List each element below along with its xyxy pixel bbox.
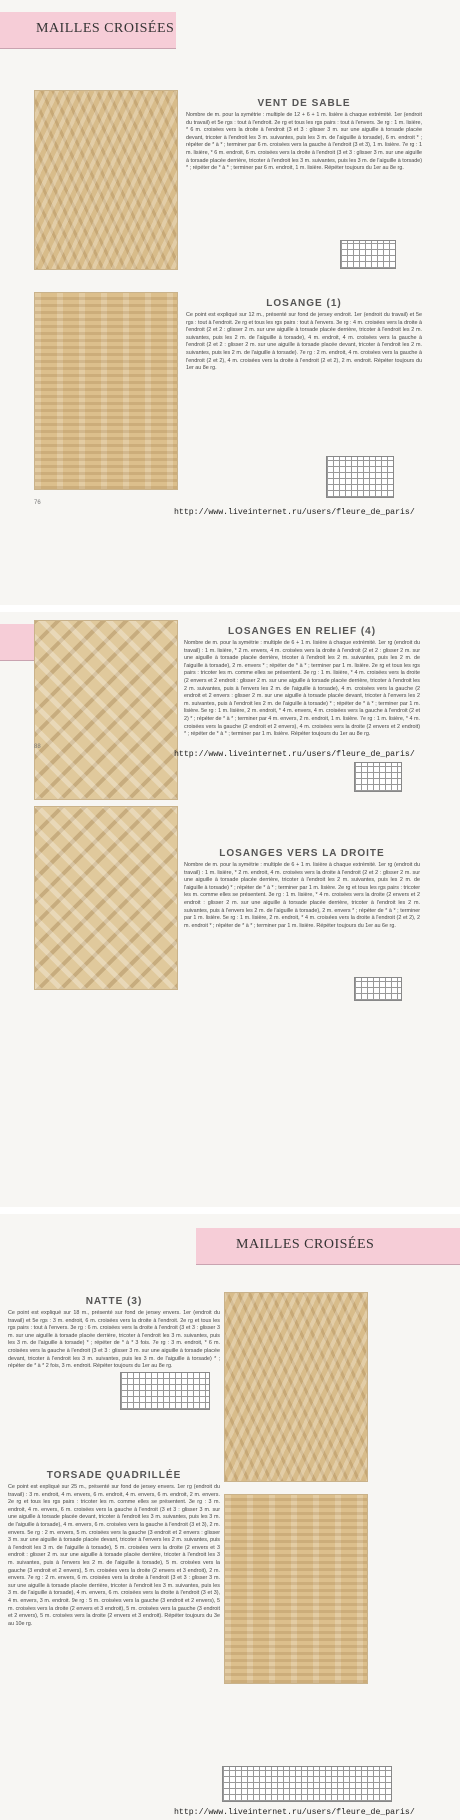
page-number: 88 [34,744,41,750]
pattern-instructions: Nombre de m. pour la symétrie : multiple de 6 + 1 m. lisière à chaque extrémité. 1er rg (endroit du travail) : 1 m. lisière, * 2 m. envers, 4 m. croisées vers la droite à l'endroit (2 et 2 : glisser 2 m. sur une aiguille à torsade placée derrière, tricoter à l'endroit les 2 m. suivantes, puis les 2 m. de l'aiguille à torsade), 2 m. envers * ; répéter de * à * ; terminer par 1 m. lisière. 2e rg et tous les rgs pairs : tricoter les m. comme elles se présentent. 3e rg : 1 m. lisière, * 4 m. croisées vers la droite (2 envers et 2 endroit : glisser 2 m. sur une aiguille à torsade placée derrière, tricoter à l'endroit les 2 m. suivantes, puis à l'envers les 2 m. de l'aiguille à torsade), 4 m. croisées vers la gauche (2 endroit et 2 envers : glisser 2 m. sur une aiguille à torsade placée devant, tricoter à l'envers les 2 m. suivantes, puis à l'endroit les 2 m. de l'aiguille à torsade) * ; répéter de * à * ; terminer par 1 m. lisière. 5e rg : 1 m. lisière, 2 m. endroit, * 4 m. envers, 4 m. croisées vers la gauche à l'endroit (2 et 2) * ; répéter de * à * ; terminer par 4 m. envers, 2 m. endroit, 1 m. lisière. 7e rg : 1 m. lisière, * 4 m. croisées vers la gauche (2 endroit et 2 envers), 4 m. croisées vers la droite (2 envers et 2 endroit) * ; répéter de * à * ; terminer par 1 m. lisière. Répéter toujours du 1er au 8e rg. [184,640,420,738]
pattern-title: LOSANGES VERS LA DROITE [219,848,385,859]
stitch-chart [340,240,396,269]
pattern-instructions: Nombre de m. pour la symétrie : multiple de 12 + 6 + 1 m. lisière à chaque extrémité. 1er (endroit du travail) et 5e rgs : tout à l'endroit. 2e rg et tous les rgs pairs : tout à l'envers. 3e rg : 1 m. lisière, * 6 m. croisées vers la droite à l'endroit (3 et 3 : glisser 3 m. sur une aiguille à torsade placée devant, tricoter à l'endroit les 3 m. suivantes, puis les 3 m. de l'aiguille à torsade), 6 m. endroit * ; répéter de * à * ; terminer par 6 m. croisées vers la gauche à l'endroit (3 et 3), 1 m. lisière. 7e rg : 1 m. lisière, * 6 m. endroit, 6 m. croisées vers la droite à l'endroit (3 et 3 : glisser 3 m. sur une aiguille à torsade placée derrière, tricoter à l'endroit les 3 m. suivantes, puis les 3 m. de l'aiguille à torsade) * ; répéter de * à * ; terminer par 6 m. endroit, 1 m. lisière. Répéter toujours du 1er au 8e rg. [186,112,422,172]
swatch-photo-torsade-quadrillee [224,1494,368,1684]
page-separator [0,1207,460,1214]
stitch-chart [354,977,402,1001]
page-3 [0,1214,460,1820]
watermark-url: http://www.liveinternet.ru/users/fleure_de_paris/ [174,750,415,759]
pattern-instructions: Ce point est expliqué sur 25 m., présenté sur fond de jersey envers. 1er rg (endroit du travail) : 3 m. endroit, 4 m. envers, 6 m. endroit, 4 m. envers, 6 m. endroit, 2 m. envers. 2e rg et tous les rgs pairs : tricoter les m. comme elles se présentent. 3e rg : 3 m. endroit, 4 m. envers, 6 m. croisées vers la gauche à l'endroit (3 et 3 : glisser 3 m. sur une aiguille à torsade placée devant, tricoter à l'endroit les 3 m. suivantes, puis les 3 m. de l'aiguille à torsade), 4 m. envers, 6 m. croisées vers la gauche à l'endroit (3 et 3), 2 m. envers. 5e rg : 2 m. envers, 5 m. croisées vers la gauche (3 endroit et 2 envers : glisser 3 m. sur une aiguille à torsade placée devant, tricoter à l'envers les 2 m. suivantes, puis à l'endroit les 3 m. de l'aiguille à torsade), 5 m. croisées vers la droite (2 envers et 3 endroit : glisser 2 m. sur une aiguille à torsade placée derrière, tricoter à l'endroit les 3 m. suivantes, puis à l'envers les 2 m. de l'aiguille à torsade), 5 m. croisées vers la gauche (3 endroit et 2 envers), 5 m. croisées vers la droite (2 envers et 3 endroit), 2 m. envers. 7e rg : 2 m. envers, 6 m. croisées vers la droite à l'endroit (3 et 3 : glisser 3 m. sur une aiguille à torsade placée derrière, tricoter à l'endroit les 3 m. suivantes, puis les 3 m. de l'aiguille à torsade), 4 m. envers, 6 m. croisées vers la droite à l'endroit (3 et 3), 4 m. envers, 3 m. endroit. 9e rg : 5 m. croisées vers la gauche (3 endroit et 2 envers), 5 m. croisées vers la droite (2 envers et 3 endroit), 5 m. croisées vers la gauche (3 endroit et 2 envers), 5 m. croisées vers la droite (2 envers et 3 endroit). Répéter toujours du 3e au 10e rg. [8,1484,220,1627]
section-header-label: MAILLES CROISÉES [236,1237,375,1252]
pattern-title: NATTE (3) [85,1296,143,1307]
pattern-title: TORSADE QUADRILLÉE [46,1470,182,1481]
pattern-title: LOSANGES EN RELIEF (4) [227,626,377,637]
section-header [196,1228,460,1265]
swatch-photo-losanges-vers-la-droite [34,806,178,990]
watermark-url: http://www.liveinternet.ru/users/fleure_de_paris/ [174,508,415,517]
watermark-url: http://www.liveinternet.ru/users/fleure_de_paris/ [174,1808,415,1817]
swatch-photo-losanges-en-relief [34,620,178,800]
page-1 [0,0,460,605]
pattern-title: LOSANGE (1) [266,298,342,309]
section-header-label: MAILLES CROISÉES [36,21,175,36]
page-separator [0,605,460,612]
pattern-instructions: Ce point est expliqué sur 18 m., présenté sur fond de jersey envers. 1er (endroit du travail) et 5e rgs : 3 m. endroit, 6 m. croisées vers la droite à l'endroit. 2e rg et tous les rgs pairs : tout à l'envers. 3e rg : 6 m. croisées vers la droite à l'endroit (3 et 3 : glisser 3 m. sur une aiguille à torsade placée derrière, tricoter à l'endroit les 3 m. suivantes, puis les 3 m. de l'aiguille à torsade) * ; répéter de * à * 3 fois. 7e rg : 3 m. endroit, * 6 m. croisées vers la gauche à l'endroit (3 et 3 : glisser 3 m. sur une aiguille à torsade placée devant, tricoter à l'endroit les 3 m. suivantes, puis les 3 m. de l'aiguille à torsade) * ; répéter de * à * 2 fois, 3 m. endroit. Répéter toujours du 1er au 8e rg. [8,1310,220,1370]
section-header [0,12,176,49]
swatch-photo-losange-1 [34,292,178,490]
stitch-chart [222,1766,392,1802]
stitch-chart [354,762,402,792]
swatch-photo-natte-3 [224,1292,368,1482]
stitch-chart [120,1372,210,1410]
pattern-title: VENT DE SABLE [257,98,351,109]
pattern-instructions: Nombre de m. pour la symétrie : multiple de 6 + 1 m. lisière à chaque extrémité. 1er rg (endroit du travail) : 1 m. lisière, * 2 m. endroit, 4 m. croisées vers la droite à l'endroit (2 et 2 : glisser 2 m. sur une aiguille à torsade placée derrière, tricoter à l'endroit les 2 m. suivantes, puis les 2 m. de l'aiguille à torsade) * ; répéter de * à * ; terminer par 1 m. lisière. 2e rg et tous les rgs pairs : tricoter les m. comme elles se présentent. 3e rg : 1 m. lisière, * 4 m. croisées vers la droite (2 envers et 2 endroit : glisser 2 m. sur une aiguille à torsade placée derrière, tricoter à l'endroit les 2 m. suivantes, puis à l'envers les 2 m. de l'aiguille à torsade), 2 m. envers * ; répéter de * à * ; terminer par 1 m. lisière. 5e rg : 1 m. lisière, 2 m. endroit, * 4 m. croisées vers la droite à l'endroit (2 et 2), 2 m. endroit * ; répéter de * à * ; terminer par 1 m. lisière. Répéter toujours du 1er au 6e rg. [184,862,420,929]
pattern-instructions: Ce point est expliqué sur 12 m., présenté sur fond de jersey endroit. 1er (endroit du travail) et 5e rgs : tout à l'endroit. 2e rg et tous les rgs pairs : tout à l'envers. 3e rg : 4 m. croisées vers la droite à l'endroit (2 et 2 : glisser 2 m. sur une aiguille à torsade placée derrière, tricoter à l'endroit les 2 m. suivantes, puis les 2 m. de l'aiguille à torsade), 4 m. endroit, 4 m. croisées vers la gauche à l'endroit (2 et 2 : glisser 2 m. sur une aiguille à torsade placée devant, tricoter à l'endroit les 2 m. suivantes, puis les 2 m. de l'aiguille à torsade). 7e rg : 2 m. endroit, 4 m. croisées vers la gauche à l'endroit (2 et 2), 4 m. croisées vers la droite à l'endroit (2 et 2), 2 m. endroit. Répéter toujours du 1er au 8e rg. [186,312,422,372]
swatch-photo-vent-de-sable [34,90,178,270]
page-2 [0,612,460,1207]
stitch-chart [326,456,394,498]
page-number: 76 [34,500,41,506]
